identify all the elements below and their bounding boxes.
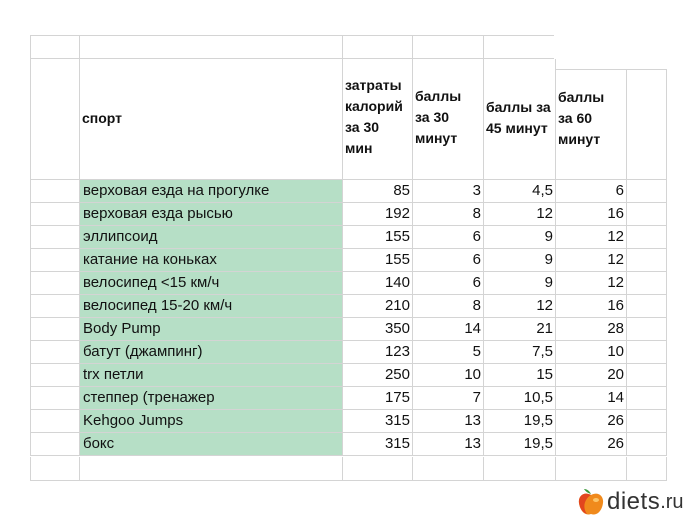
sport-cell[interactable]: верховая езда рысью — [80, 203, 343, 226]
logo-tld: .ru — [660, 490, 684, 513]
header-points-60[interactable] — [556, 69, 627, 180]
points-45-cell[interactable]: 9 — [484, 226, 556, 249]
grid-cell[interactable] — [627, 226, 667, 249]
grid-cell[interactable] — [30, 35, 80, 59]
grid-cell[interactable] — [627, 203, 667, 226]
header-p45-line: 45 минут — [486, 120, 548, 136]
row-header-cell[interactable] — [30, 364, 80, 387]
grid-cell[interactable] — [343, 457, 413, 481]
points-60-cell[interactable]: 14 — [556, 387, 627, 410]
points-30-cell[interactable]: 6 — [413, 226, 484, 249]
points-60-cell[interactable]: 16 — [556, 295, 627, 318]
table-row — [0, 180, 700, 203]
header-p30-line: за 30 — [415, 109, 450, 125]
table-row — [0, 318, 700, 341]
points-30-cell[interactable]: 5 — [413, 341, 484, 364]
row-header-cell[interactable] — [30, 272, 80, 295]
grid-cell[interactable] — [627, 410, 667, 433]
table-row — [0, 387, 700, 410]
points-60-cell[interactable]: 6 — [556, 180, 627, 203]
points-45-cell[interactable]: 7,5 — [484, 341, 556, 364]
calories-cell[interactable]: 155 — [343, 249, 413, 272]
table-row — [0, 295, 700, 318]
calories-cell[interactable]: 140 — [343, 272, 413, 295]
header-p60-line: баллы — [558, 89, 605, 105]
grid-cell[interactable] — [556, 457, 627, 481]
grid-cell[interactable] — [343, 35, 413, 59]
row-header-cell[interactable] — [30, 203, 80, 226]
grid-cell[interactable] — [627, 433, 667, 456]
points-45-cell[interactable]: 9 — [484, 272, 556, 295]
header-calories-line: мин — [345, 140, 373, 156]
points-60-cell[interactable]: 10 — [556, 341, 627, 364]
calories-cell[interactable]: 210 — [343, 295, 413, 318]
header-points-45[interactable] — [484, 59, 556, 180]
sport-cell[interactable]: батут (джампинг) — [80, 341, 343, 364]
grid-cell[interactable] — [627, 318, 667, 341]
header-row — [0, 59, 700, 180]
points-45-cell[interactable]: 10,5 — [484, 387, 556, 410]
table-row — [0, 433, 700, 456]
header-calories-line: калорий — [345, 98, 403, 114]
points-60-cell[interactable]: 26 — [556, 410, 627, 433]
grid-cell[interactable] — [80, 457, 343, 481]
points-60-cell[interactable]: 12 — [556, 226, 627, 249]
points-60-cell[interactable]: 26 — [556, 433, 627, 456]
header-sport[interactable] — [80, 59, 343, 180]
points-45-cell[interactable]: 12 — [484, 295, 556, 318]
sport-cell[interactable]: велосипед <15 км/ч — [80, 272, 343, 295]
calories-cell[interactable]: 123 — [343, 341, 413, 364]
header-calories-line: за 30 — [345, 119, 380, 135]
points-30-cell[interactable]: 14 — [413, 318, 484, 341]
calories-cell[interactable]: 175 — [343, 387, 413, 410]
grid-cell[interactable] — [627, 295, 667, 318]
points-45-cell[interactable]: 19,5 — [484, 410, 556, 433]
grid-cell[interactable] — [30, 457, 80, 481]
header-calories-line: затраты — [345, 77, 402, 93]
points-30-cell[interactable]: 13 — [413, 433, 484, 456]
grid-cell[interactable] — [413, 35, 484, 59]
grid-cell[interactable] — [627, 249, 667, 272]
sport-cell[interactable]: эллипсоид — [80, 226, 343, 249]
row-header-cell[interactable] — [30, 433, 80, 456]
calories-cell[interactable]: 155 — [343, 226, 413, 249]
points-30-cell[interactable]: 8 — [413, 203, 484, 226]
row-header-cell[interactable] — [30, 341, 80, 364]
points-60-cell[interactable]: 28 — [556, 318, 627, 341]
row-header-cell[interactable] — [30, 180, 80, 203]
sport-cell[interactable]: велосипед 15-20 км/ч — [80, 295, 343, 318]
row-header-cell[interactable] — [30, 410, 80, 433]
points-45-cell[interactable]: 21 — [484, 318, 556, 341]
header-p30-line: минут — [415, 130, 458, 146]
header-calories[interactable] — [343, 59, 413, 180]
points-45-cell[interactable]: 15 — [484, 364, 556, 387]
grid-cell[interactable] — [627, 272, 667, 295]
points-30-cell[interactable]: 3 — [413, 180, 484, 203]
table-row — [0, 272, 700, 295]
calories-cell[interactable]: 85 — [343, 180, 413, 203]
row-header-cell[interactable] — [30, 59, 80, 180]
grid-cell[interactable] — [484, 457, 556, 481]
grid-cell[interactable] — [80, 35, 343, 59]
calories-cell[interactable]: 315 — [343, 433, 413, 456]
points-45-cell[interactable]: 12 — [484, 203, 556, 226]
grid-cell[interactable] — [627, 387, 667, 410]
blank-row-bottom — [0, 457, 700, 481]
points-60-cell[interactable]: 12 — [556, 249, 627, 272]
row-header-cell[interactable] — [30, 318, 80, 341]
points-60-cell[interactable]: 12 — [556, 272, 627, 295]
sport-cell[interactable]: степпер (тренажер — [80, 387, 343, 410]
points-30-cell[interactable]: 6 — [413, 249, 484, 272]
table-row — [0, 410, 700, 433]
points-45-cell[interactable]: 19,5 — [484, 433, 556, 456]
row-header-cell[interactable] — [30, 226, 80, 249]
header-p30-line: баллы — [415, 88, 462, 104]
grid-cell[interactable] — [627, 341, 667, 364]
header-sport-label: спорт — [82, 110, 123, 126]
grid-cell[interactable] — [627, 69, 667, 180]
table-row — [0, 203, 700, 226]
table-row — [0, 226, 700, 249]
grid-cell[interactable] — [413, 457, 484, 481]
grid-cell[interactable] — [484, 35, 554, 59]
apple-icon — [578, 487, 604, 517]
sport-cell[interactable]: бокс — [80, 433, 343, 456]
sport-cell[interactable]: катание на коньках — [80, 249, 343, 272]
diets-logo[interactable] — [578, 486, 684, 518]
points-30-cell[interactable]: 10 — [413, 364, 484, 387]
calories-cell[interactable]: 250 — [343, 364, 413, 387]
grid-cell[interactable] — [627, 457, 667, 481]
calories-cell[interactable]: 192 — [343, 203, 413, 226]
row-header-cell[interactable] — [30, 249, 80, 272]
table-row — [0, 364, 700, 387]
points-30-cell[interactable]: 8 — [413, 295, 484, 318]
calories-cell[interactable]: 350 — [343, 318, 413, 341]
points-30-cell[interactable]: 7 — [413, 387, 484, 410]
grid-cell[interactable] — [627, 180, 667, 203]
table-row — [0, 341, 700, 364]
logo-brand: diets — [607, 488, 661, 515]
calories-cell[interactable]: 315 — [343, 410, 413, 433]
sport-cell[interactable]: Body Pump — [80, 318, 343, 341]
header-points-30[interactable] — [413, 59, 484, 180]
points-30-cell[interactable]: 13 — [413, 410, 484, 433]
points-45-cell[interactable]: 9 — [484, 249, 556, 272]
sport-cell[interactable]: trx петли — [80, 364, 343, 387]
points-60-cell[interactable]: 16 — [556, 203, 627, 226]
header-p60-line: минут — [558, 131, 601, 147]
blank-row-top — [0, 35, 700, 59]
row-header-cell[interactable] — [30, 387, 80, 410]
row-header-cell[interactable] — [30, 295, 80, 318]
points-45-cell[interactable]: 4,5 — [484, 180, 556, 203]
header-p45-line: баллы за — [486, 99, 551, 115]
sport-cell[interactable]: верховая езда на прогулке — [80, 180, 343, 203]
grid-cell[interactable] — [627, 364, 667, 387]
sport-cell[interactable]: Kehgoo Jumps — [80, 410, 343, 433]
points-30-cell[interactable]: 6 — [413, 272, 484, 295]
points-60-cell[interactable]: 20 — [556, 364, 627, 387]
table-row — [0, 249, 700, 272]
header-p60-line: за 60 — [558, 110, 593, 126]
